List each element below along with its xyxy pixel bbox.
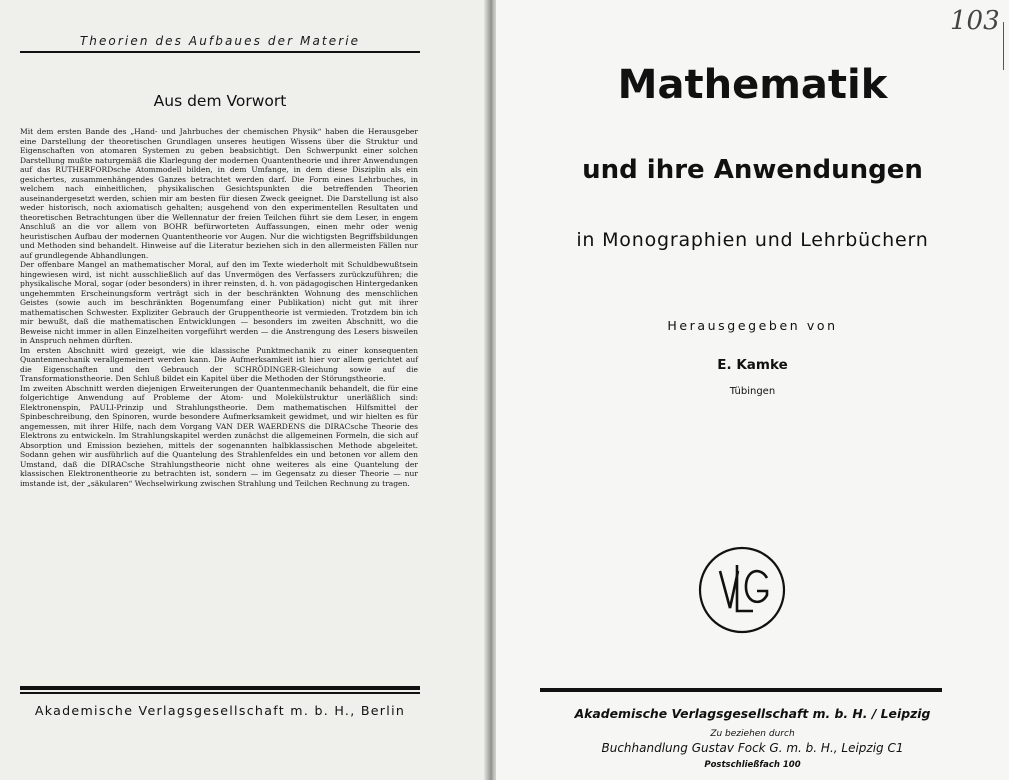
header-rule: [20, 51, 420, 53]
editor-place: Tübingen: [729, 386, 776, 397]
publisher-left: Akademische Verlagsgesellschaft m. b. H., Berlin: [34, 703, 406, 718]
footer-rule-thin: [20, 692, 420, 694]
preface-paragraph: Im ersten Abschnitt wird gezeigt, wie die klassische Punktmechanik zu einer konsequenten Quantenmechanik verallgemeinert werden kann. Die Aufmerksamkeit ist hier vor allem gerichtet auf die Eigenschaften und den Gebrauch der SCHRÖDINGER-Gleichung sowie auf die Transformationstheorie. Den Schluß bildet ein Kapitel über die Methoden der Störungstheorie.: [20, 345, 418, 383]
publisher-logo-icon: [697, 545, 787, 635]
editor-intro: Herausgegeben von: [667, 318, 838, 333]
book-series-subtitle-2: in Monographien und Lehrbüchern: [576, 229, 929, 251]
series-title: Theorien des Aufbaues der Materie: [79, 34, 361, 48]
book-series-title: Mathematik: [617, 62, 888, 108]
preface-paragraph: Der offenbare Mangel an mathematischer Moral, auf den im Texte wiederholt mit Schuldbewußtsein hingewiesen wird, ist nicht ausschließlich auf das Unvermögen des Verfassers zurückzuführen; die physikalische Moral, sogar (oder besonders) in ihrer reinsten, d. h. von pädagogischen Hintergedanken ungehemmten Erscheinungsform verträgt sich in der beschränkten Wohnung des menschlichen Geistes (sowie auch im beschränkten Bogenumfang einer Publikation) nicht gut mit ihrer mathematischen Schwester. Expliziter Gebrauch der Gruppentheorie ist vermieden. Trotzdem bin ich mir bewußt, daß die mathematischen Entwicklungen — besonders im zweiten Abschnitt, wo die Beweise nicht immer in allen Einzelheiten vorgeführt werden — die Anstrengung des Lesers bisweilen in Anspruch nehmen dürften.: [20, 260, 418, 345]
preface-paragraph: Im zweiten Abschnitt werden diejenigen Erweiterungen der Quantenmechanik behandelt, die für eine folgerichtige Anwendung auf Probleme der Atom- und Molekülstruktur unerläßlich sind: Elektronenspin, PAULI-Prinzip und Strahlungstheorie. Dem mathematischen Hilfsmittel der Spinbeschreibung, den Spinoren, wurde besondere Aufmerksamkeit gewidmet, und wir hielten es für angemessen, mit ihrer Hilfe, nach dem Vorgang VAN DER WAERDENS die DIRACsche Theorie des Elektrons zu entwickeln. Im Strahlungskapitel werden zunächst die allgemeinen Formeln, die sich auf Absorption und Emission beziehen, mittels der sogenannten halbklassischen Methode abgeleitet. Sodann gehen wir ausführlich auf die Quantelung des Strahlenfeldes ein und betonen vor allem den Umstand, daß die DIRACsche Strahlungstheorie nicht ohne weiteres als eine Quantelung der klassischen Elektronentheorie zu betrachten ist, sondern — im Gegensatz zu dieser Theorie — nur imstande ist, der „säkularen“ Wechselwirkung zwischen Strahlung und Teilchen Rechnung zu tragen.: [20, 383, 418, 488]
publisher-rule: [540, 688, 942, 692]
footer-rule-thick: [20, 686, 420, 690]
preface-paragraph: Mit dem ersten Bande des „Hand- und Jahrbuches der chemischen Physik“ haben die Herausgeber eine Darstellung der theoretischen Grundlagen unseres heutigen Wissens über die Struktur und Eigenschaften von atomaren Systemen zu geben beabsichtigt. Den Schwerpunkt einer solchen Darstellung mußte naturgemäß die Klarlegung der modernen Quantentheorie und ihrer Anwendungen auf das RUTHERFORDsche Atommodell bilden, in dem Umfange, in dem diese Disziplin als ein gesichertes, zusammenhängendes Ganzes betrachtet werden darf. Die Form eines Lehrbuches, in welchem nach einheitlichen, physikalischen Gesichtspunkten die betreffenden Theorien auseinandergesetzt werden, schien mir am besten für diesen Zweck geeignet. Die Darstellung ist also weder historisch, noch axiomatisch gehalten; ausgehend von den experimentellen Resultaten und theoretischen Betrachtungen über die Wellennatur der freien Teilchen führt sie dem Leser, in engem Anschluß an die vor allem von BOHR befürworteten Auffassungen, einen mehr oder wenig heuristischen Aufbau der modernen Quantentheorie vor Augen. Nur die wichtigsten Begriffsbildungen und Methoden sind behandelt. Hinweise auf die Literatur beziehen sich in den allermeisten Fällen nur auf grundlegende Abhandlungen.: [20, 127, 418, 260]
handwritten-page-number: 103: [950, 6, 1000, 36]
distributor-name: Buchhandlung Gustav Fock G. m. b. H., Leipzig C1: [601, 741, 904, 755]
preface-title: Aus dem Vorwort: [153, 92, 287, 110]
preface-body: [20, 127, 418, 488]
distribution-label: Zu beziehen durch: [710, 729, 795, 739]
editor-name: E. Kamke: [717, 357, 788, 373]
publisher-right: Akademische Verlagsgesellschaft m. b. H. / Leipzig: [574, 706, 931, 721]
postbox: Postschließfach 100: [704, 760, 801, 770]
book-series-subtitle: und ihre Anwendungen: [582, 155, 923, 185]
